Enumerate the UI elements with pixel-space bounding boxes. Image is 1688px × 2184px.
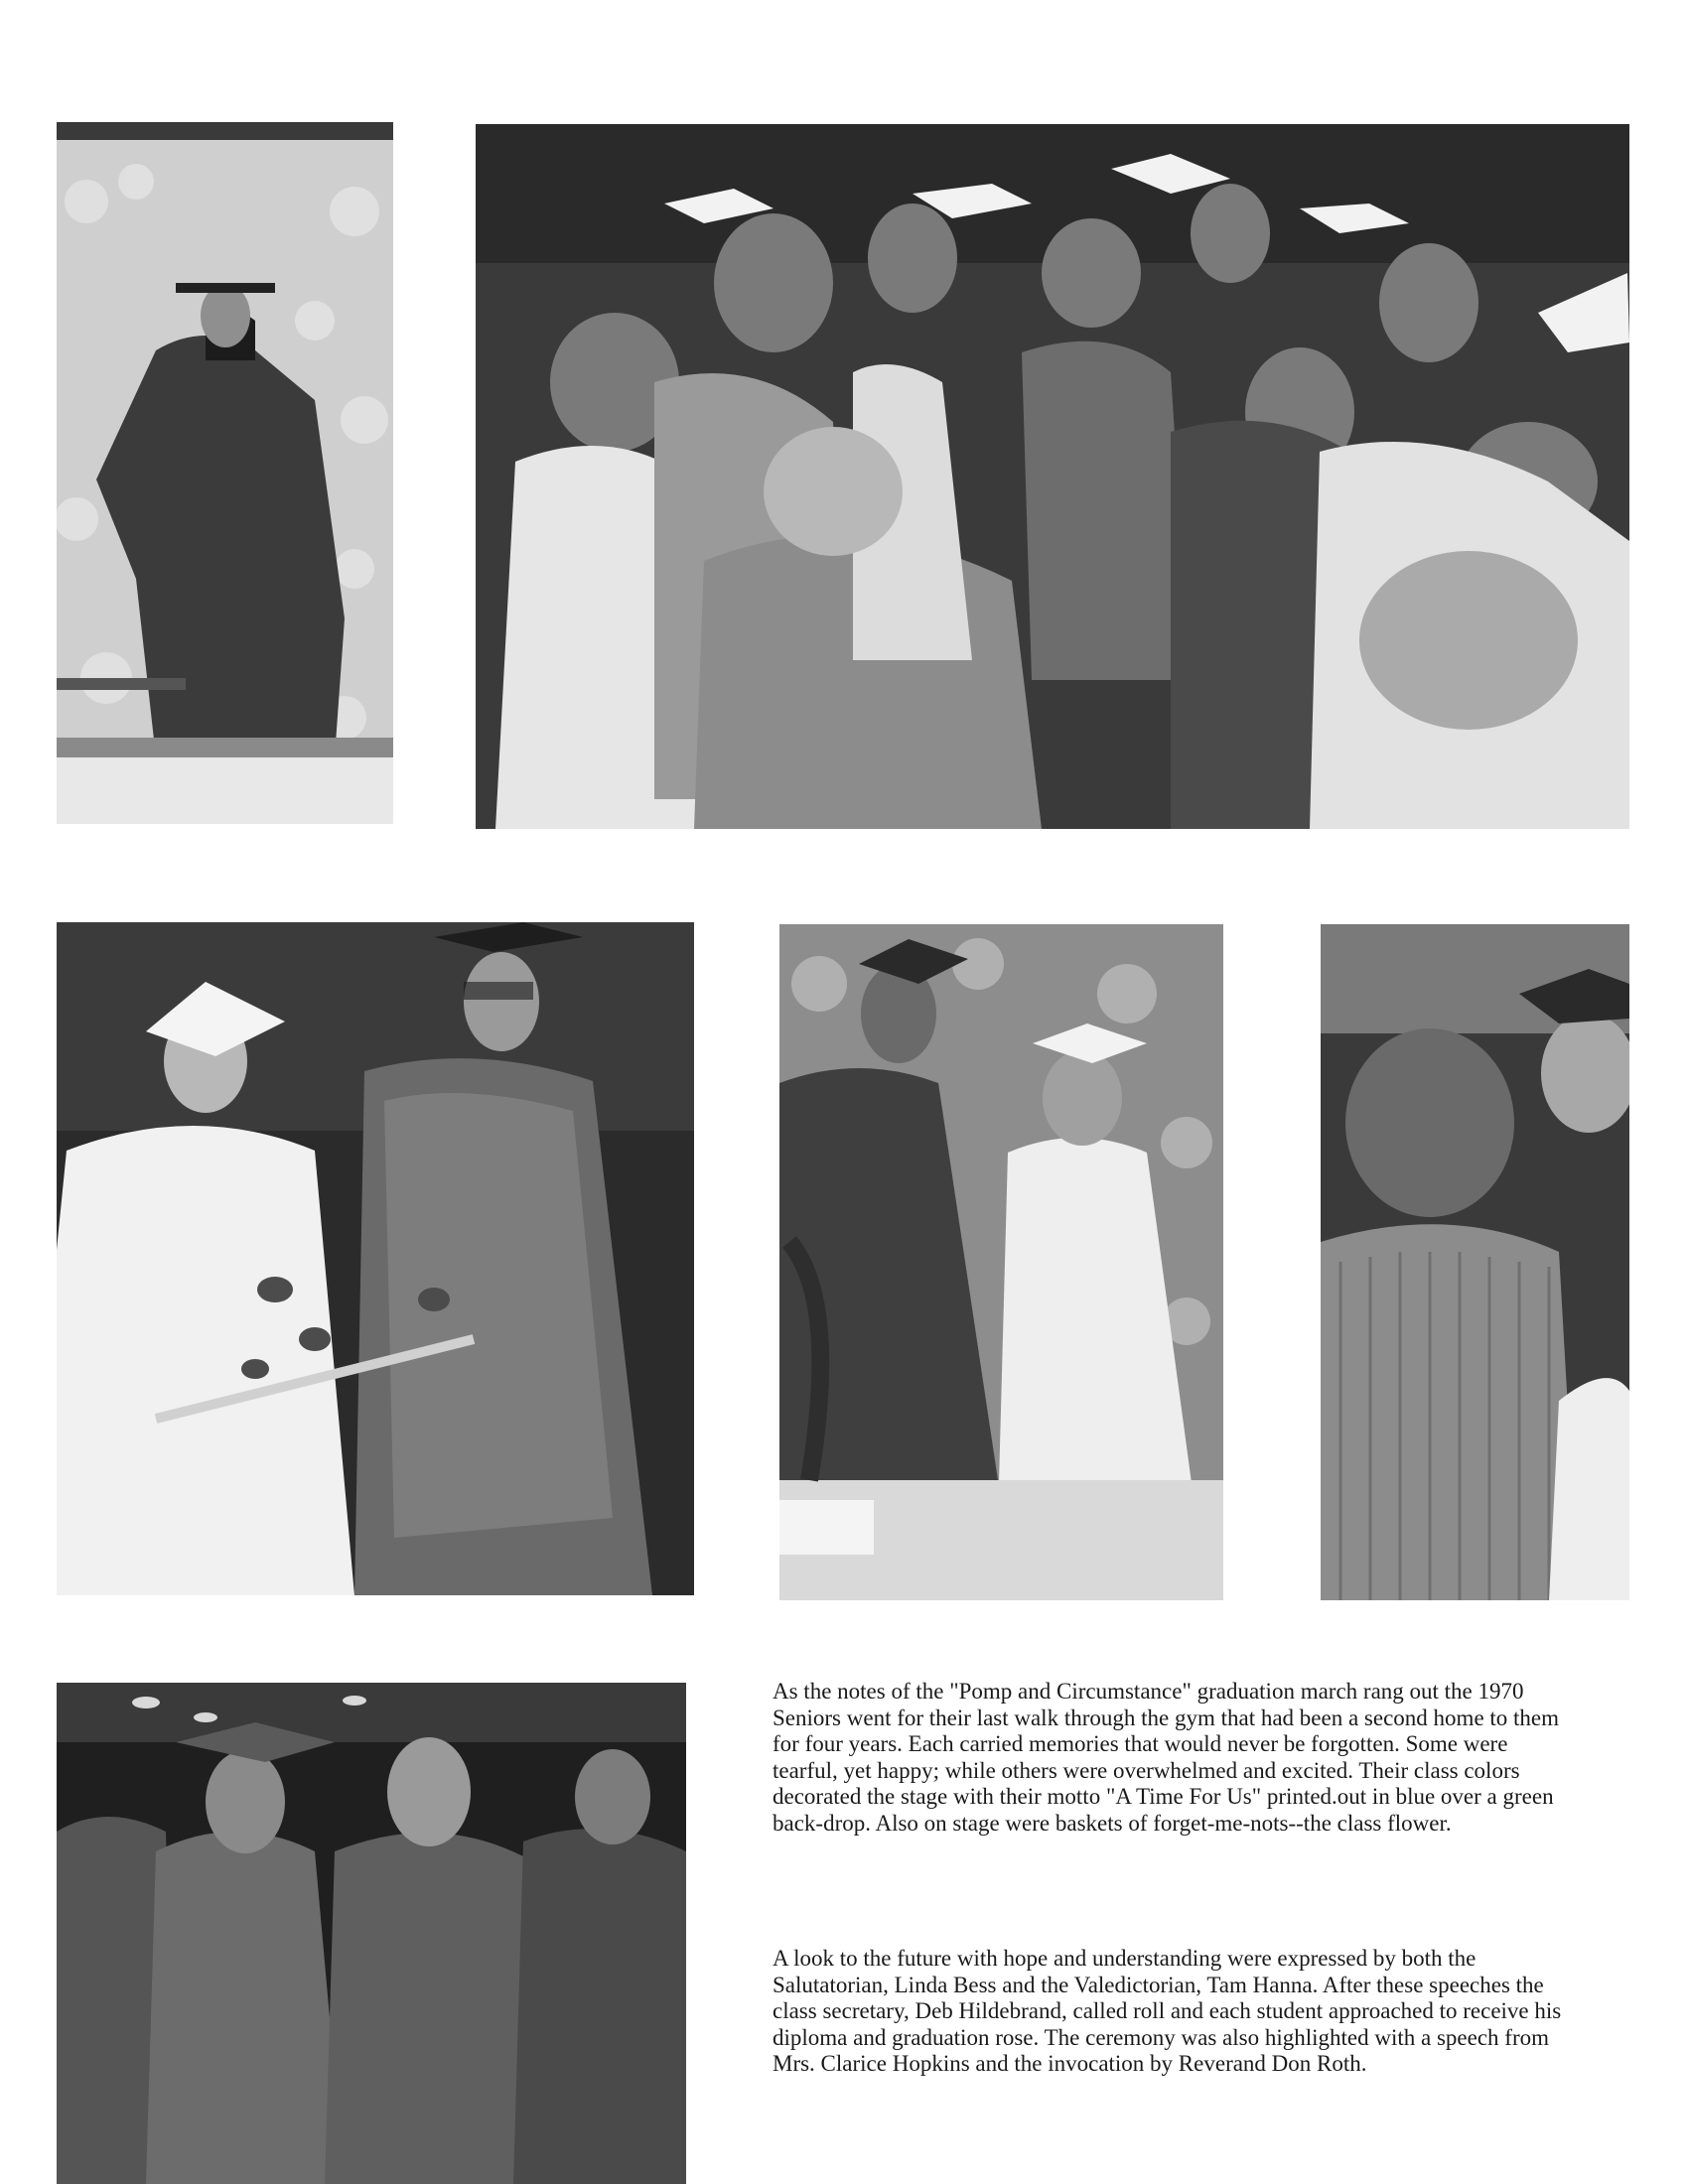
article-paragraph-1: As the notes of the "Pomp and Circumstance" graduation march rang out the 1970 Seniors went for their last walk through the gym that had been a second home to them for four years. Each carried memories that would never be forgotten. Some were tearful, yet happy; while others were overwhelmed and excited. Their class colors decorated the stage with their motto "A Time For Us" printed.out in blue over a green back-drop. Also on stage were baskets of forget-me-nots--the class flower. <box>773 1679 1560 1836</box>
photo-crowd-after-ceremony-image <box>476 124 1629 829</box>
photo-crowd-after-ceremony <box>476 124 1629 829</box>
photo-graduates-in-line-image <box>57 1683 686 2184</box>
photo-graduates-in-line <box>57 1683 686 2184</box>
article-paragraph-2: A look to the future with hope and understanding were expressed by both the Salutatorian, Linda Bess and the Valedictorian, Tam Hanna. After these speeches the class secretary, Deb Hildebrand, called roll and each student approached to receive his diploma and graduation rose. The ceremony was also highlighted with a speech from Mrs. Clarice Hopkins and the invocation by Reverand Don Roth. <box>773 1946 1562 2076</box>
photo-graduates-walking-with-roses <box>57 922 694 1595</box>
photo-graduate-receiving-diploma <box>57 122 393 824</box>
photo-graduate-greeting-family <box>1321 924 1629 1600</box>
photo-graduate-receiving-diploma-image <box>57 122 393 824</box>
photo-graduate-greeting-family-image <box>1321 924 1629 1600</box>
photo-graduate-receiving-rose-image <box>779 924 1223 1600</box>
photo-graduates-walking-with-roses-image <box>57 922 694 1595</box>
photo-graduate-receiving-rose <box>779 924 1223 1600</box>
